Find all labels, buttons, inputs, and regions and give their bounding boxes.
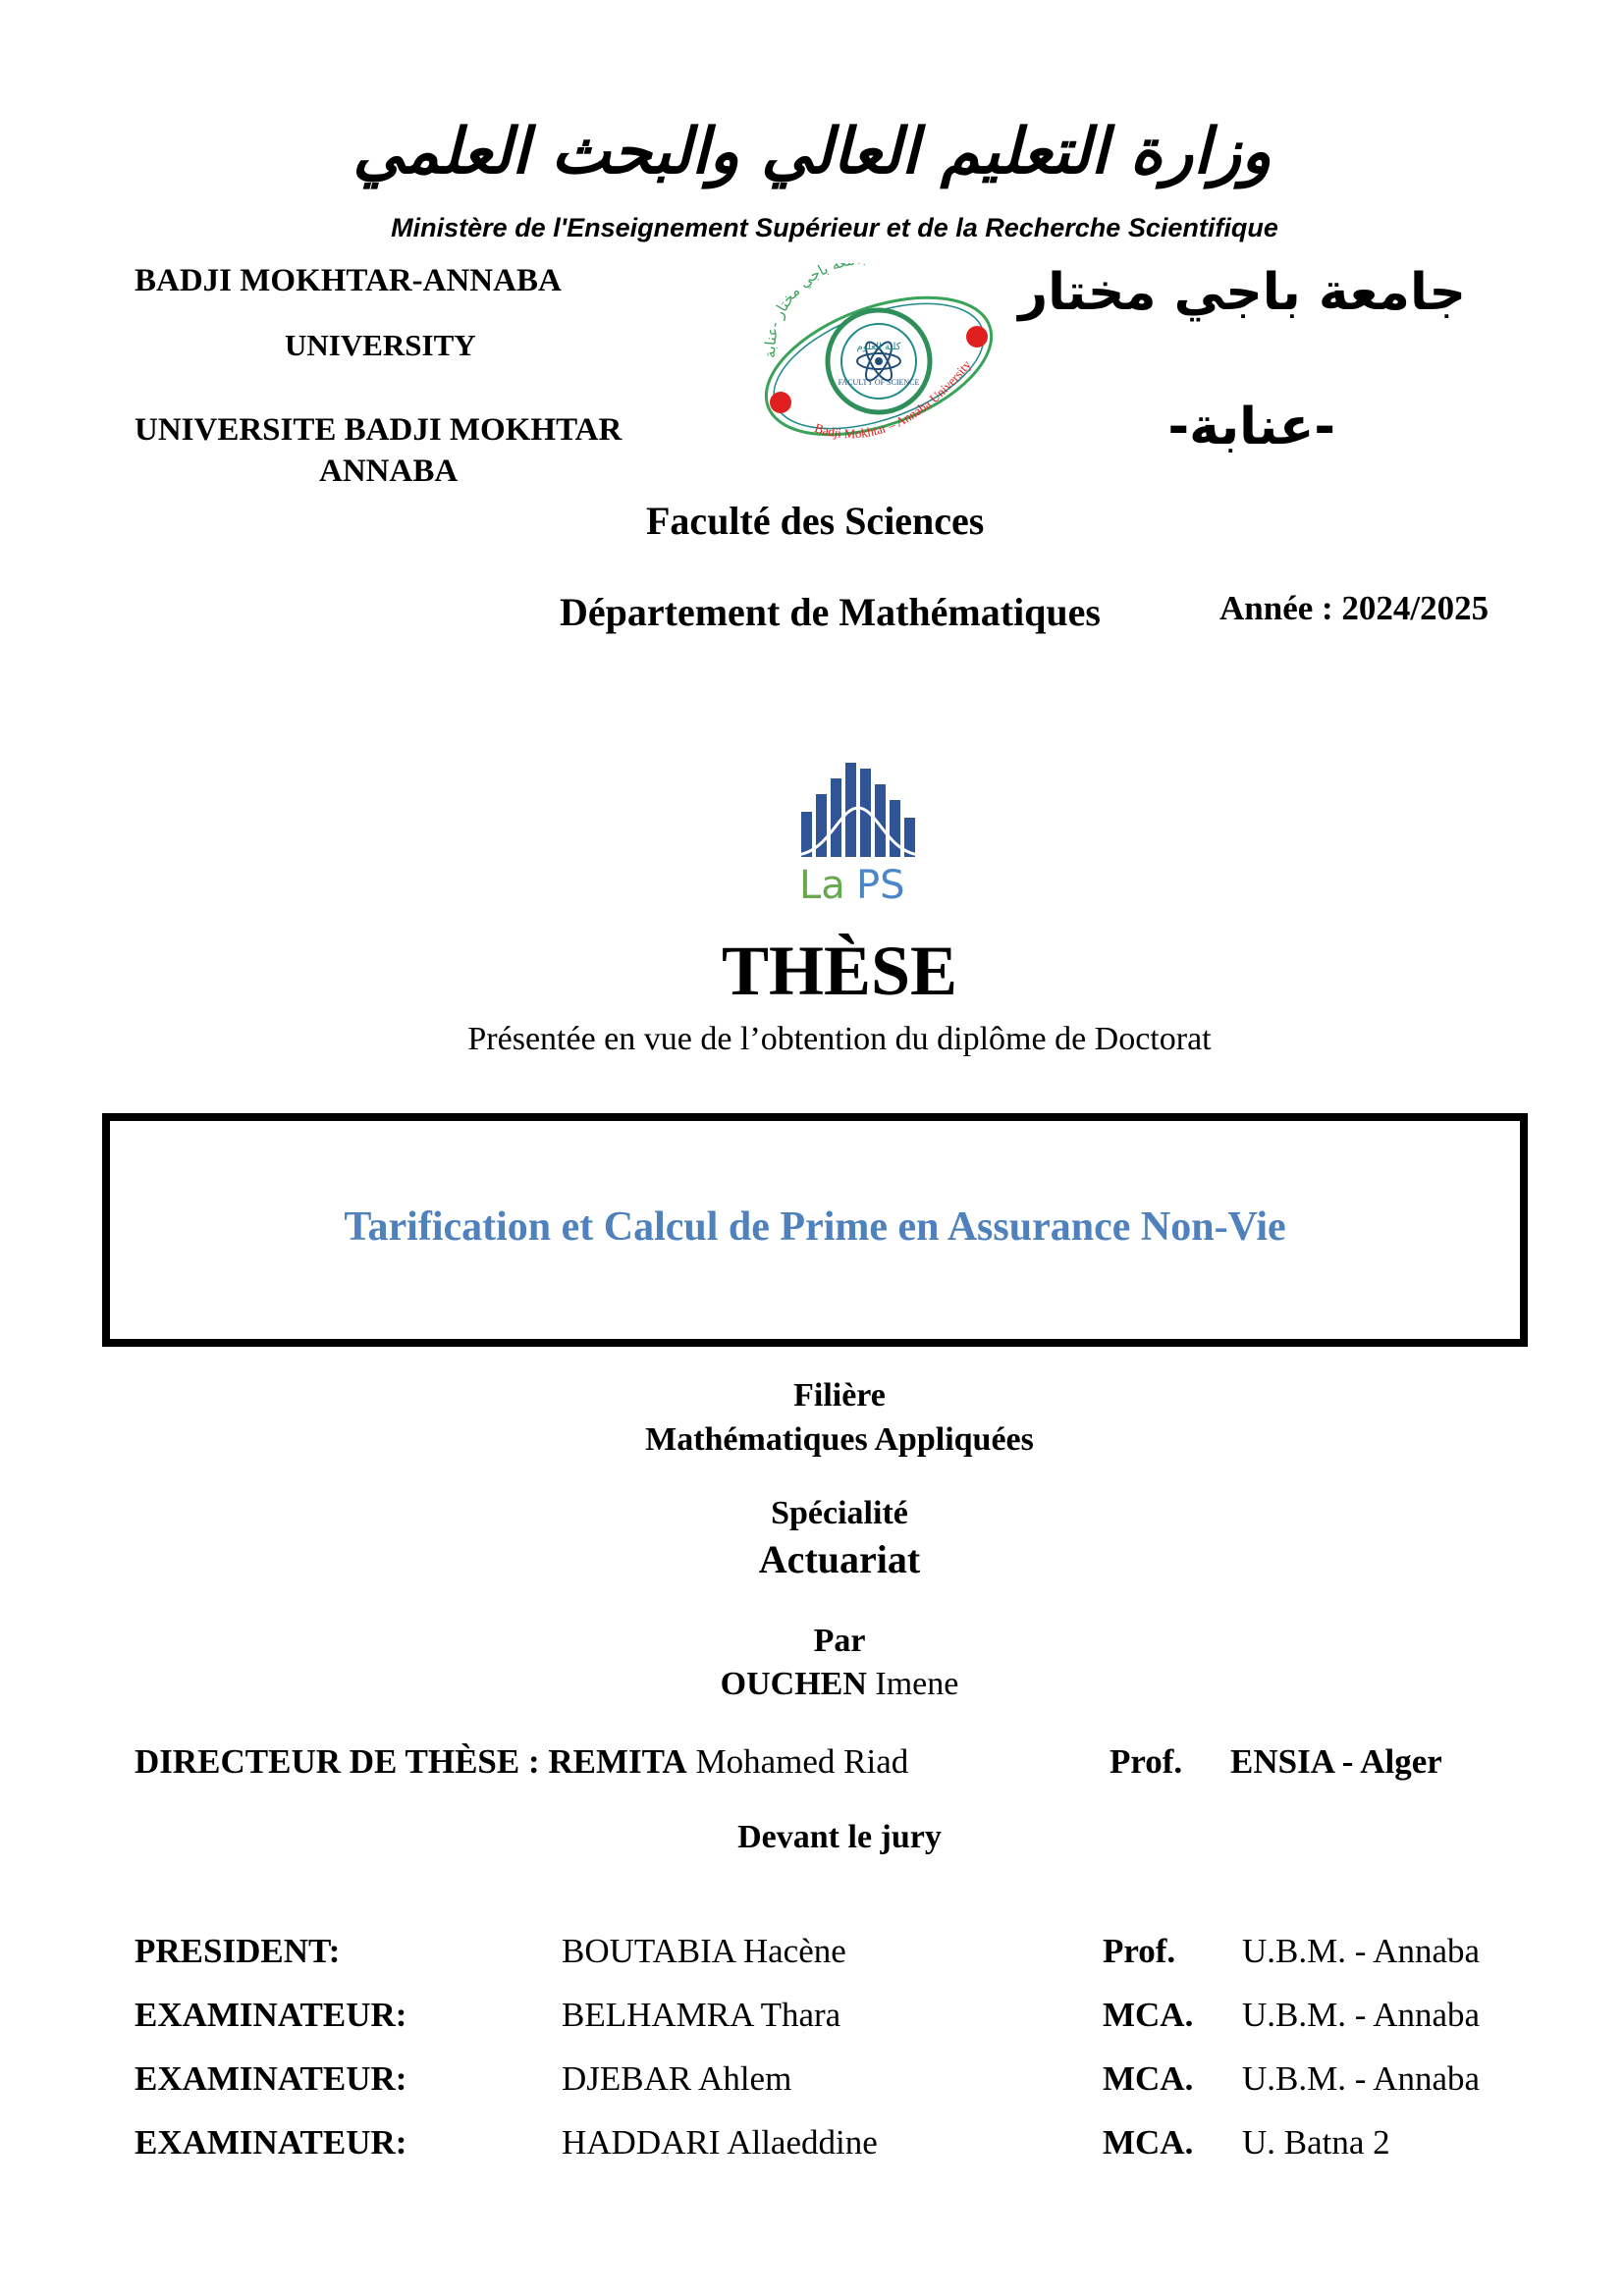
faculty-name: Faculté des Sciences — [646, 499, 985, 543]
director-grade: Prof. — [1110, 1742, 1183, 1781]
director-first-name: Mohamed Riad — [695, 1742, 909, 1781]
arabic-ministry-title: وزارة التعليم العالي والبحث العلمي — [352, 116, 1272, 188]
jury-role-2: EXAMINATEUR: — [135, 1996, 407, 2034]
filiere-label: Filière — [793, 1377, 886, 1414]
jury-heading: Devant le jury — [737, 1819, 942, 1855]
faculty-logo-arabic-arc: ة باجي مختار -عنابة — [761, 263, 842, 359]
faculty-logo — [741, 263, 1016, 469]
specialite-label: Spécialité — [771, 1495, 908, 1531]
jury-name-2: BELHAMRA Thara — [562, 1996, 841, 2034]
laps-logo — [795, 761, 923, 908]
director-label: DIRECTEUR DE THÈSE : — [135, 1742, 540, 1781]
specialite-value: Actuariat — [758, 1537, 921, 1581]
par-label: Par — [813, 1623, 866, 1659]
jury-institution-1: U.B.M. - Annaba — [1242, 1932, 1481, 1970]
jury-name-1: BOUTABIA Hacène — [562, 1932, 846, 1970]
filiere-value: Mathématiques Appliquées — [645, 1421, 1034, 1458]
author-last-name: OUCHEN — [720, 1666, 867, 1702]
author-first-name: Imene — [875, 1666, 959, 1702]
laps-logo-ps: PS — [856, 863, 905, 908]
university-name-en-line2: UNIVERSITY — [285, 328, 476, 362]
jury-grade-2: MCA. — [1103, 1996, 1194, 2034]
jury-grade-1: Prof. — [1103, 1932, 1176, 1970]
thesis-heading: THÈSE — [721, 932, 958, 1010]
director-institution: ENSIA - Alger — [1230, 1742, 1442, 1781]
arabic-university-line1: جامعة باجي مختار — [1018, 263, 1466, 322]
jury-grade-4: MCA. — [1103, 2123, 1194, 2162]
jury-name-4: HADDARI Allaeddine — [562, 2123, 878, 2162]
faculty-logo-inner-arabic: كلية العلوم — [856, 342, 901, 352]
laps-logo-graphic — [795, 761, 923, 908]
university-name-fr-line2: ANNABA — [319, 454, 459, 489]
faculty-logo-bottom-arc: Badji Mokhtar – Annaba University — [813, 356, 974, 442]
thesis-presented-line: Présentée en vue de l’obtention du diplôme de Doctorat — [467, 1021, 1212, 1057]
arabic-university-line2: -عنابة- — [1167, 398, 1335, 456]
academic-year: Année : 2024/2025 — [1219, 589, 1489, 627]
director-row — [135, 1742, 908, 1782]
university-name-fr-line1: UNIVERSITE BADJI MOKHTAR — [135, 412, 623, 448]
jury-role-3: EXAMINATEUR: — [135, 2059, 407, 2098]
thesis-title: Tarification et Calcul de Prime en Assurance Non-Vie — [344, 1204, 1286, 1250]
thesis-title-box — [102, 1113, 1528, 1347]
laps-logo-la: La — [799, 863, 845, 908]
ministry-title: Ministère de l'Enseignement Supérieur et de la Recherche Scientifique — [391, 213, 1278, 242]
jury-institution-3: U.B.M. - Annaba — [1242, 2059, 1481, 2098]
jury-institution-2: U.B.M. - Annaba — [1242, 1996, 1481, 2034]
jury-grade-3: MCA. — [1103, 2059, 1194, 2098]
faculty-logo-graphic — [741, 263, 1016, 469]
jury-role-1: PRESIDENT: — [135, 1932, 341, 1970]
university-name-en-line1: BADJI MOKHTAR-ANNABA — [135, 263, 562, 298]
department-name: Département de Mathématiques — [560, 590, 1101, 634]
author — [0, 1666, 1624, 1703]
jury-institution-4: U. Batna 2 — [1242, 2123, 1390, 2162]
faculty-logo-inner-latin: FACULTY OF SCIENCE — [838, 378, 920, 387]
jury-role-4: EXAMINATEUR: — [135, 2123, 407, 2162]
director-last-name: REMITA — [548, 1742, 687, 1781]
jury-name-3: DJEBAR Ahlem — [562, 2059, 792, 2098]
